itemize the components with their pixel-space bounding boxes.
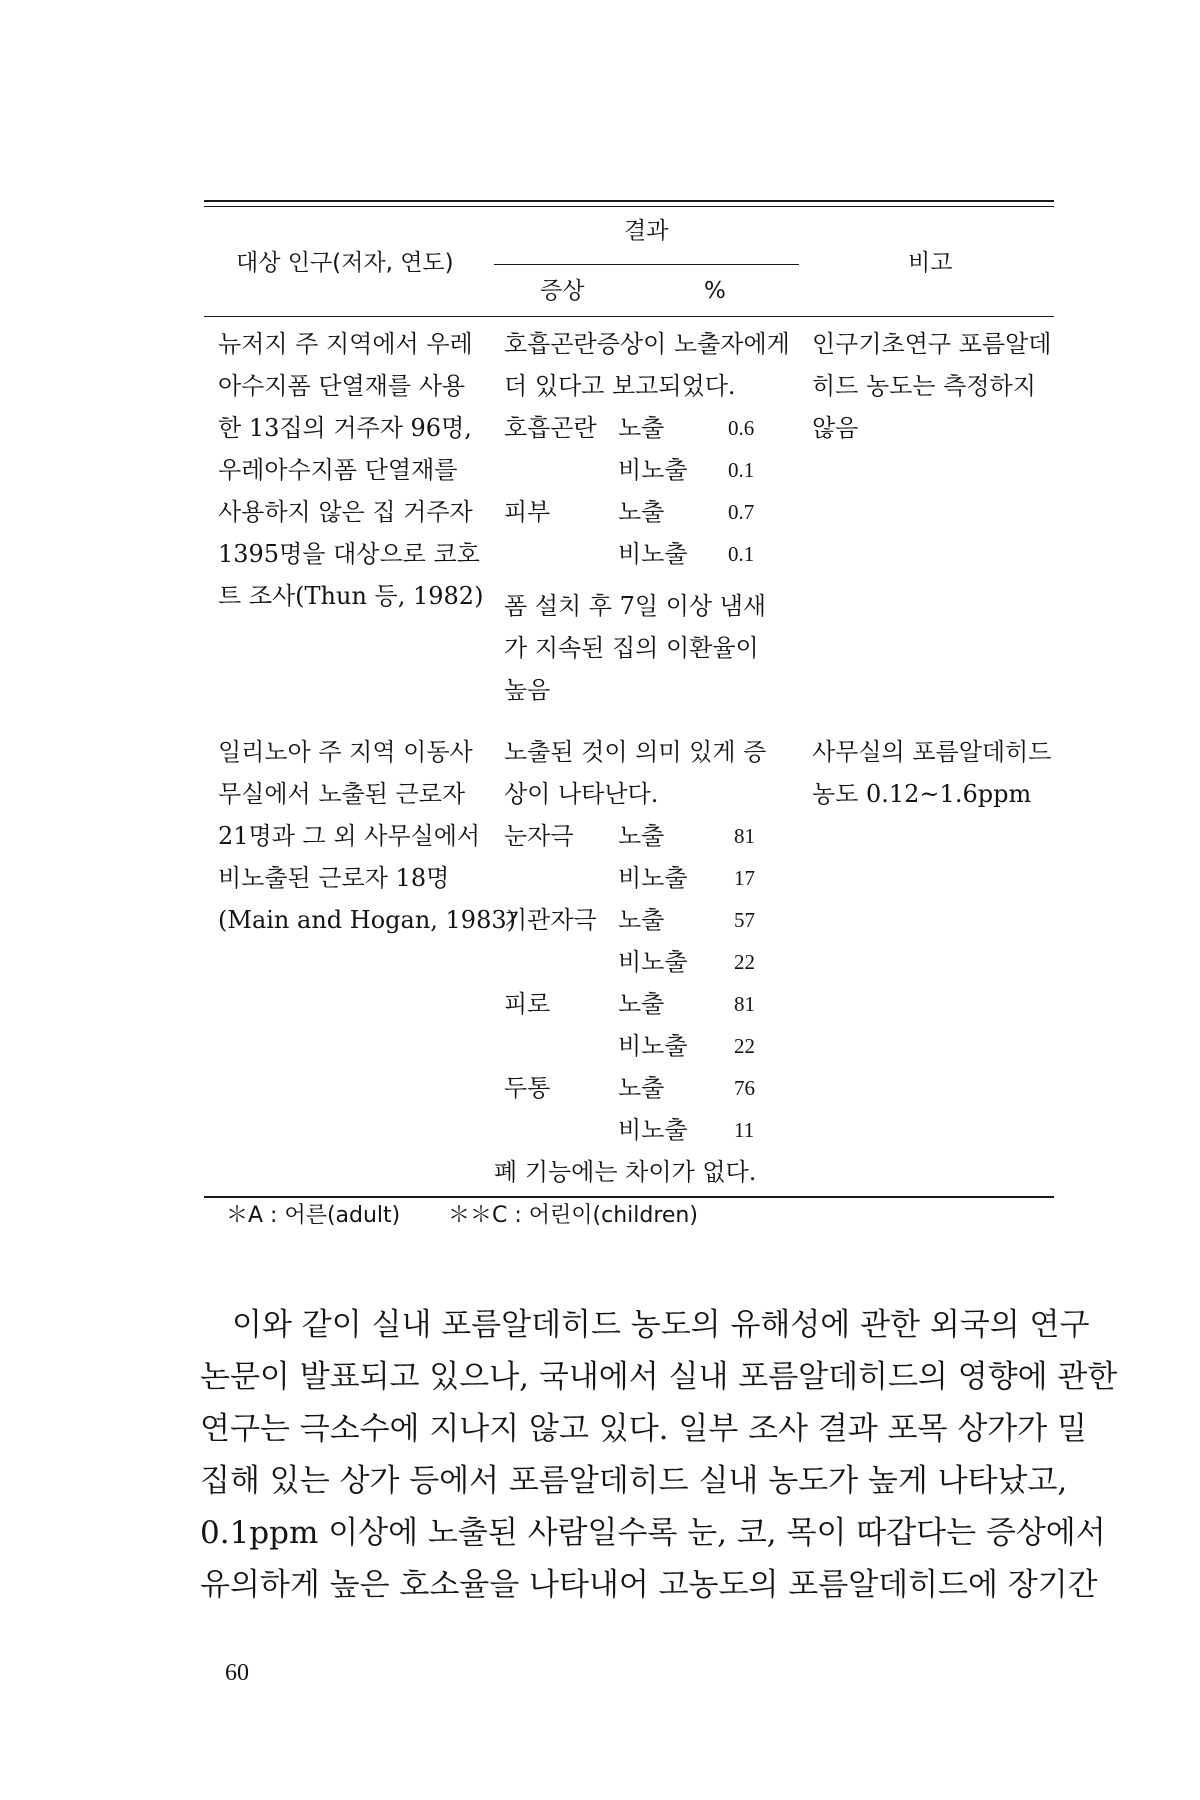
row1-remark-line: 히드 농도는 측정하지 (812, 372, 1036, 400)
row1-population-line: 아수지폼 단열재를 사용 (218, 372, 466, 400)
row2-symptom: 두통 (504, 1074, 551, 1102)
row1-note-line: 폼 설치 후 7일 이상 냄새 (504, 592, 767, 620)
row2-symptom: 기관자극 (504, 906, 597, 934)
body-line: 0.1ppm 이상에 노출된 사람일수록 눈, 코, 목이 따갑다는 증상에서 (200, 1515, 1106, 1551)
footnote-children: ＊＊C : 어린이(children) (448, 1203, 698, 1228)
row1-population-line: 1395명을 대상으로 코호 (218, 540, 480, 568)
row2-value: 17 (734, 866, 755, 890)
page-number: 60 (225, 1660, 249, 1686)
row2-intro-line: 노출된 것이 의미 있게 증 (504, 738, 767, 766)
header-result-rule (494, 264, 799, 265)
row2-symptom: 눈자극 (504, 822, 574, 850)
row1-group: 노출 (618, 414, 665, 442)
row2-group: 비노출 (618, 864, 688, 892)
header-result: 결과 (624, 218, 669, 244)
row2-remark-line: 사무실의 포름알데히드 (812, 738, 1052, 766)
row2-group: 비노출 (618, 1032, 688, 1060)
row1-population-line: 사용하지 않은 집 거주자 (218, 498, 473, 526)
row1-note-line: 가 지속된 집의 이환율이 (504, 634, 759, 662)
row1-value: 0.6 (728, 416, 755, 440)
table-top-rule-inner (204, 206, 1054, 207)
row1-value: 0.1 (728, 542, 755, 566)
body-line: 집해 있는 상가 등에서 포름알데히드 실내 농도가 높게 나타났고, (200, 1463, 1068, 1499)
footnote-adult: ＊A : 어른(adult) (226, 1203, 401, 1228)
body-line: 유의하게 높은 호소율을 나타내어 고농도의 포름알데히드에 장기간 (200, 1567, 1098, 1603)
row2-value: 81 (734, 824, 755, 848)
header-symptom: 증상 (540, 278, 585, 304)
row2-population-line: 21명과 그 외 사무실에서 (218, 822, 481, 850)
row2-value: 76 (734, 1076, 755, 1100)
row2-value: 22 (734, 1034, 755, 1058)
row1-group: 비노출 (618, 456, 688, 484)
row1-remark-line: 인구기초연구 포름알데 (812, 330, 1052, 358)
body-line: 이와 같이 실내 포름알데히드 농도의 유해성에 관한 외국의 연구 (232, 1307, 1090, 1343)
row1-note-line: 높음 (504, 676, 551, 704)
row2-value: 22 (734, 950, 755, 974)
row2-value: 81 (734, 992, 755, 1016)
row1-group: 비노출 (618, 540, 688, 568)
row2-group: 비노출 (618, 1116, 688, 1144)
table-header-rule (204, 316, 1054, 317)
row2-group: 노출 (618, 906, 665, 934)
row1-group: 노출 (618, 498, 665, 526)
row2-symptom: 피로 (504, 990, 551, 1018)
header-remark: 비고 (908, 250, 953, 276)
table-top-rule (204, 200, 1054, 202)
row2-population-line: 일리노아 주 지역 이동사 (218, 738, 473, 766)
row1-value: 0.7 (728, 500, 755, 524)
row1-symptom: 호흡곤란 (504, 414, 597, 442)
row2-intro-line: 상이 나타난다. (504, 780, 659, 808)
row2-remark-line: 농도 0.12~1.6ppm (812, 780, 1032, 808)
header-percent: % (704, 278, 726, 304)
body-line: 논문이 발표되고 있으나, 국내에서 실내 포름알데히드의 영향에 관한 (200, 1359, 1118, 1395)
row1-population-line: 우레아수지폼 단열재를 (218, 456, 458, 484)
row1-symptom: 피부 (504, 498, 551, 526)
row1-remark-line: 않음 (812, 414, 859, 442)
row1-intro-line: 더 있다고 보고되었다. (504, 372, 736, 400)
row2-population-line: 무실에서 노출된 근로자 (218, 780, 466, 808)
row2-value: 11 (734, 1118, 755, 1142)
row2-group: 비노출 (618, 948, 688, 976)
row2-value: 57 (734, 908, 755, 932)
row2-group: 노출 (618, 1074, 665, 1102)
row2-population-line: (Main and Hogan, 1983) (218, 906, 516, 934)
row1-population-line: 뉴저지 주 지역에서 우레 (218, 330, 473, 358)
row2-group: 노출 (618, 822, 665, 850)
row1-population-line: 트 조사(Thun 등, 1982) (218, 582, 484, 610)
header-population: 대상 인구(저자, 연도) (236, 250, 454, 276)
row2-group: 노출 (618, 990, 665, 1018)
row1-intro-line: 호흡곤란증상이 노출자에게 (504, 330, 790, 358)
row1-population-line: 한 13집의 거주자 96명, (218, 414, 472, 442)
table-bottom-rule (204, 1196, 1054, 1198)
row1-value: 0.1 (728, 458, 755, 482)
body-line: 연구는 극소수에 지나지 않고 있다. 일부 조사 결과 포목 상가가 밀 (200, 1411, 1087, 1447)
row2-population-line: 비노출된 근로자 18명 (218, 864, 450, 892)
row2-note-line: 폐 기능에는 차이가 없다. (494, 1158, 757, 1186)
